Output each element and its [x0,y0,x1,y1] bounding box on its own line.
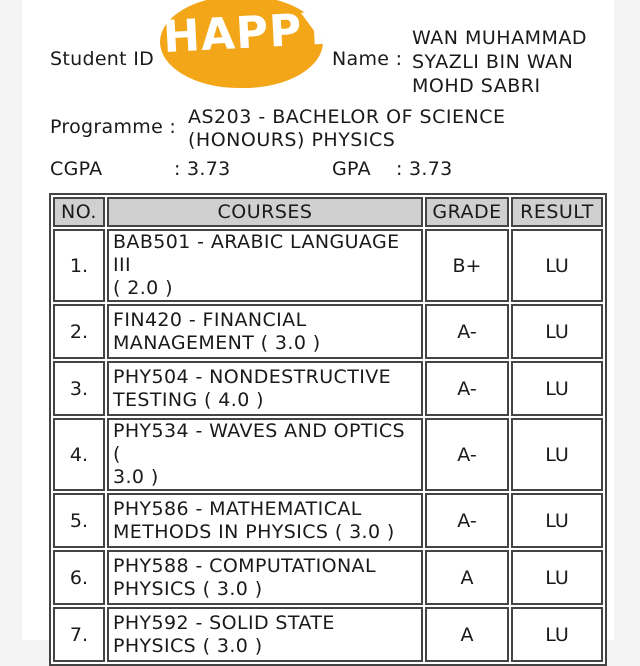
course-line: ( 2.0 ) [113,277,173,299]
result-cell: LU [511,361,603,416]
name-label: Name : [332,48,403,70]
name-line: SYAZLI BIN WAN [412,51,574,73]
course-line: PHY586 - MATHEMATICAL [113,497,362,520]
programme-line: AS203 - BACHELOR OF SCIENCE [188,106,506,128]
course-line: PHY588 - COMPUTATIONAL [113,554,376,577]
course-cell [107,418,423,491]
course-cell [107,607,423,662]
student-id-label: Student ID [50,48,155,70]
gpa-label: GPA [332,158,371,180]
table-row [53,493,603,548]
course-line: PHY504 - NONDESTRUCTIVE [113,365,392,388]
course-line: MANAGEMENT ( 3.0 ) [113,331,321,354]
grade-cell: A- [425,304,509,359]
col-header-grade: GRADE [425,197,509,227]
grade-cell: A [425,607,509,662]
name-line: WAN MUHAMMAD [412,27,587,49]
col-header-result: RESULT [511,197,603,227]
programme-value [188,106,608,152]
course-line: PHY592 - SOLID STATE [113,611,335,634]
course-cell [107,361,423,416]
programme-label: Programme : [50,116,177,138]
result-cell: LU [511,229,603,302]
result-cell: LU [511,607,603,662]
cgpa-label: CGPA [50,158,103,180]
result-cell: LU [511,493,603,548]
table-row [53,607,603,662]
row-number: 1. [53,229,105,302]
course-cell [107,550,423,605]
programme-line: (HONOURS) PHYSICS [188,129,396,151]
row-number: 5. [53,493,105,548]
grade-cell: A- [425,493,509,548]
row-number: 7. [53,607,105,662]
name-line: MOHD SABRI [412,75,541,97]
row-number: 6. [53,550,105,605]
grade-cell: A- [425,418,509,491]
table-header-row [53,197,603,227]
course-cell [107,493,423,548]
course-line: FIN420 - FINANCIAL [113,308,307,331]
row-number: 4. [53,418,105,491]
course-line: METHODS IN PHYSICS ( 3.0 ) [113,520,395,543]
table-row [53,550,603,605]
table-row [53,418,603,491]
course-cell [107,304,423,359]
grade-cell: B+ [425,229,509,302]
results-table [49,193,607,666]
col-header-no: NO. [53,197,105,227]
result-cell: LU [511,304,603,359]
course-line: TESTING ( 4.0 ) [113,388,264,411]
grade-cell: A [425,550,509,605]
row-number: 3. [53,361,105,416]
course-cell [107,229,423,302]
course-line: PHY534 - WAVES AND OPTICS ( [113,420,406,465]
course-line: PHYSICS ( 3.0 ) [113,577,263,600]
row-number: 2. [53,304,105,359]
table-row [53,304,603,359]
grade-cell: A- [425,361,509,416]
col-header-courses: COURSES [107,197,423,227]
result-cell: LU [511,550,603,605]
table-row [53,361,603,416]
table-row [53,229,603,302]
course-line: PHYSICS ( 3.0 ) [113,634,263,657]
course-line: BAB501 - ARABIC LANGUAGE III [113,231,400,276]
student-name [412,26,622,98]
happy-badge-text: HAPPY [161,3,337,64]
result-cell: LU [511,418,603,491]
cgpa-value: : 3.73 [174,158,231,180]
course-line: 3.0 ) [113,466,159,488]
gpa-value: : 3.73 [396,158,453,180]
